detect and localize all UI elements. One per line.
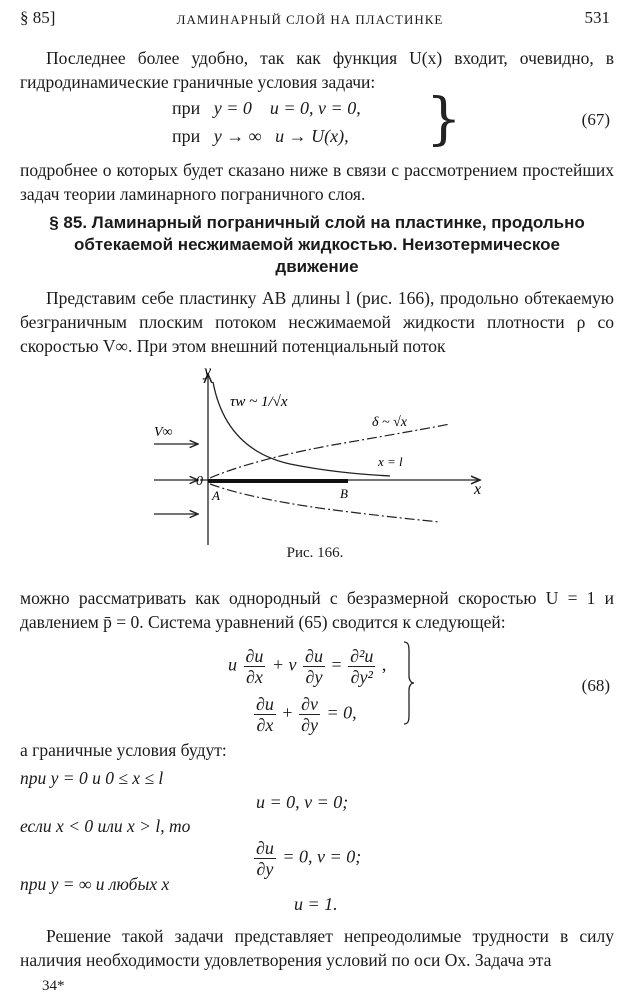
paragraph-1 [20,46,614,94]
header-section-ref: § 85] [20,8,56,27]
boundary-layer-lower [210,484,440,522]
bc-c3-text: при y = ∞ и любых x [20,874,170,894]
eq68-l2-plus: + [282,702,293,723]
bc-intro: а граничные условия будут: [20,740,227,760]
bc-result-1 [256,788,348,816]
eq68-line2 [252,694,357,735]
bc-c2-res: = 0, v = 0; [282,846,362,867]
eq68-l1-eq: = [331,654,342,675]
eq68-l1-frac2 [303,646,325,687]
eq67-row2-cond: y → ∞ [213,126,262,146]
eq68-l1-frac3-num: ∂²u [350,646,374,666]
paragraph-5-text: Решение такой задачи представляет непреодолимые трудности в силу наличия необходимости удовлетворения условий по оси Ox. Задача эта [20,926,614,970]
paragraph-1-text: Последнее более удобно, так как функция U(x) входит, очевидно, в гидродинамические граничные условия задачи: [20,48,614,92]
delta-label: δ ~ √x [372,415,407,430]
eq67-row1-cond: y = 0 [213,98,252,118]
y-axis-label: y [204,363,212,380]
velocity-label: V∞ [154,425,173,440]
eq68-l1-frac1-den: ∂x [246,667,263,687]
eq68-brace [402,640,416,726]
bc-c1-text: при y = 0 и 0 ≤ x ≤ l [20,768,164,788]
eq68-l2-frac1 [254,694,276,735]
eq67-row2 [172,122,349,150]
signature-mark: 34* [42,978,65,994]
eq68-l1-u: u [228,654,237,675]
eq67-number: (67) [581,110,610,129]
figure-caption: Рис. 166. [286,545,344,561]
eq68-l2-frac1-num: ∂u [256,694,274,714]
point-b-label: B [340,486,348,501]
eq68-l2-frac2 [299,694,320,735]
eq67-row1 [172,94,361,122]
figure-166 [140,360,500,545]
eq67-row1-word: при [172,98,201,118]
xl-label: x = l [378,454,403,469]
tau-label: τw ~ 1/√x [230,394,288,410]
eq68-l2-frac2-den: ∂y [301,715,318,735]
eq68-l1-frac1-num: ∂u [245,646,264,666]
bc-c2-frac-den: ∂y [256,859,274,879]
bc-c3-res: u = 1. [294,894,338,914]
paragraph-2: подробнее о которых будет сказано ниже в связи с рассмотрением простейших задач теории ламинарного пограничного слоя. [20,160,614,204]
eq68-l1-frac2-num: ∂u [305,646,323,666]
eq68-l1-frac1 [244,646,266,687]
bc-result-3 [294,890,338,918]
eq68-line1 [228,646,386,687]
eq67-row1-rhs: u = 0, v = 0, [269,98,361,118]
eq68-l1-frac3 [348,646,375,687]
eq67-brace: } [426,87,462,152]
eq68-l2-frac1-den: ∂x [256,715,274,735]
section-title-line1: § 85. Ламинарный пограничный слой на пластинке, продольно [49,213,585,232]
bc-condition-2 [20,814,614,838]
x-axis-label: x [474,481,482,498]
paragraph-4: можно рассматривать как однородный с безразмерной скоростью U = 1 и давлением p̄ = 0. Система уравнений (65) сводится к следующей: [20,588,614,632]
eq68-number: (68) [581,676,610,695]
section-title-line2: обтекаемой несжимаемой жидкостью. Неизотермическое [74,235,560,254]
eq68-l1-frac2-den: ∂y [305,667,323,687]
eq68-brace-glyph [402,640,416,726]
section-title-line3: движение [275,257,359,276]
bc-condition-1 [20,766,614,790]
bc-c2-text: если x < 0 или x > l, то [20,816,191,836]
eq67-row2-rhs: u → U(x), [275,126,349,146]
running-title: ЛАМИНАРНЫЙ СЛОЙ НА ПЛАСТИНКЕ [176,12,444,27]
eq67-row2-word: при [172,126,201,146]
bc-c2-frac-num: ∂u [256,838,274,858]
eq68-l2-frac2-num: ∂v [301,694,318,714]
origin-label: 0 [196,474,203,489]
eq68-l1-plus: + v [271,654,297,675]
point-a-label: A [212,488,220,503]
section-title [20,212,614,278]
paragraph-5 [20,924,614,972]
eq68-l1-tail: , [381,654,387,675]
bc-c1-res: u = 0, v = 0; [256,792,349,812]
paragraph-3-text: Представим себе пластинку AB длины l (рис. 166), продольно обтекаемую безграничным плоским потоком несжимаемой жидкости плотности ρ со скоростью V∞. При этом внешний потенциальный поток [20,288,614,356]
page-number: 531 [584,8,610,27]
eq68-l2-tail: = 0, [326,702,357,723]
eq68-l1-frac3-den: ∂y² [350,667,373,687]
paragraph-3 [20,286,614,358]
